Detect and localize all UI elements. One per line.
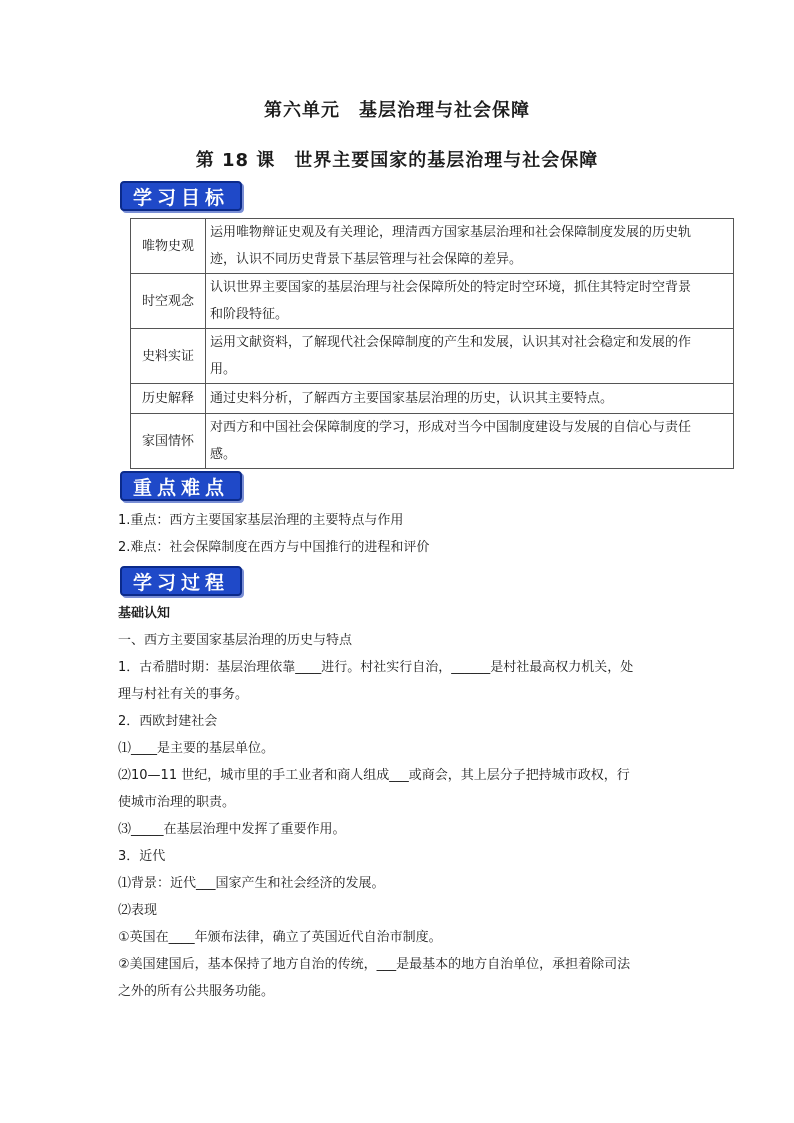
goal-line: 和阶段特征。 xyxy=(210,307,289,322)
goal-line: 运用唯物辩证史观及有关理论，理清西方国家基层治理和社会保障制度发展的历史轨 xyxy=(210,225,692,240)
fill-blank-item: ①英国在____年颁布法律，确立了英国近代自治市制度。 xyxy=(118,930,442,945)
goal-line: 用。 xyxy=(210,362,237,377)
key-points-banner: 重点难点 xyxy=(120,471,242,501)
goal-description xyxy=(206,384,734,414)
learning-goals-table xyxy=(130,218,734,469)
goal-description xyxy=(206,414,734,469)
fill-blank-item: ⑶_____在基层治理中发挥了重要作用。 xyxy=(118,822,346,837)
key-points-list xyxy=(118,507,688,561)
goal-line: 感。 xyxy=(210,447,237,462)
subsection-title: ⑵表现 xyxy=(118,903,158,918)
fill-blank-item: 之外的所有公共服务功能。 xyxy=(118,984,275,999)
table-row xyxy=(131,329,734,384)
goal-line: 运用文献资料，了解现代社会保障制度的产生和发展，认识其对社会稳定和发展的作 xyxy=(210,335,692,350)
fill-blank-item: 使城市治理的职责。 xyxy=(118,795,236,810)
table-row xyxy=(131,274,734,329)
section-title: 一、西方主要国家基层治理的历史与特点 xyxy=(118,633,353,648)
fill-blank-item: 理与村社有关的事务。 xyxy=(118,687,249,702)
section-heading: 基础认知 xyxy=(118,606,171,621)
fill-blank-item: ②美国建国后，基本保持了地方自治的传统，___是最基本的地方自治单位，承担着除司法 xyxy=(118,957,631,972)
goal-line: 通过史料分析，了解西方主要国家基层治理的历史，认识其主要特点。 xyxy=(210,391,614,406)
fill-blank-item: ⑴____是主要的基层单位。 xyxy=(118,741,275,756)
fill-blank-item: 1．古希腊时期：基层治理依靠____进行。村社实行自治，______是村社最高权力机关，处 xyxy=(118,660,634,675)
goal-category: 时空观念 xyxy=(131,274,206,329)
fill-blank-item: ⑵10—11 世纪，城市里的手工业者和商人组成___或商会，其上层分子把持城市政权，行 xyxy=(118,768,630,783)
goal-description xyxy=(206,274,734,329)
goal-description xyxy=(206,329,734,384)
goal-category: 史料实证 xyxy=(131,329,206,384)
key-point: 1.重点：西方主要国家基层治理的主要特点与作用 xyxy=(118,513,404,528)
learning-process-content xyxy=(118,600,688,1005)
goal-category: 家国情怀 xyxy=(131,414,206,469)
goal-category: 唯物史观 xyxy=(131,219,206,274)
lesson-title: 第 18 课 世界主要国家的基层治理与社会保障 xyxy=(195,150,599,171)
subsection-title: 2．西欧封建社会 xyxy=(118,714,218,729)
goal-category: 历史解释 xyxy=(131,384,206,414)
table-row xyxy=(131,219,734,274)
table-row xyxy=(131,384,734,414)
goal-line: 迹，认识不同历史背景下基层管理与社会保障的差异。 xyxy=(210,252,523,267)
learning-process-banner: 学习过程 xyxy=(120,566,242,596)
table-row xyxy=(131,414,734,469)
goal-description xyxy=(206,219,734,274)
goal-line: 认识世界主要国家的基层治理与社会保障所处的特定时空环境，抓住其特定时空背景 xyxy=(210,280,692,295)
subsection-title: 3．近代 xyxy=(118,849,166,864)
difficult-point: 2.难点：社会保障制度在西方与中国推行的进程和评价 xyxy=(118,540,430,555)
fill-blank-item: ⑴背景：近代___国家产生和社会经济的发展。 xyxy=(118,876,385,891)
unit-title: 第六单元 基层治理与社会保障 xyxy=(264,100,530,121)
goal-line: 对西方和中国社会保障制度的学习，形成对当今中国制度建设与发展的自信心与责任 xyxy=(210,420,692,435)
learning-goals-banner: 学习目标 xyxy=(120,181,242,211)
